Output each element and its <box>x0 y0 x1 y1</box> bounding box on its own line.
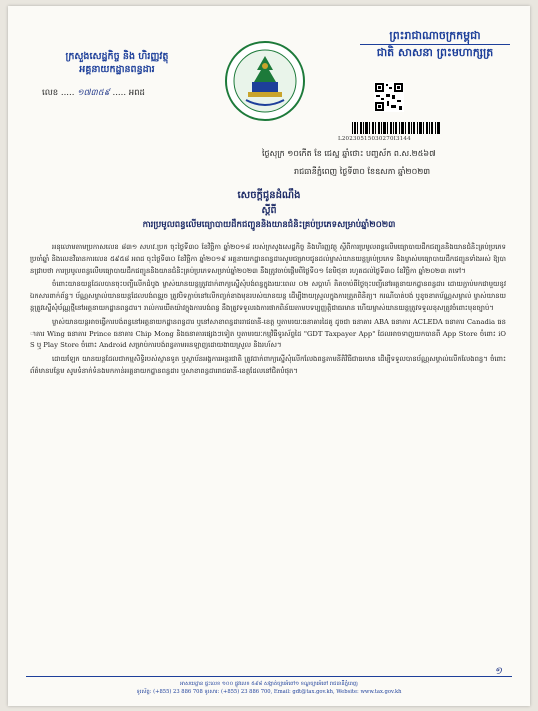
department-name: អគ្គនាយកដ្ឋានពន្ធដារ <box>79 64 155 75</box>
document-title: សេចក្តីជូនដំណឹង <box>237 190 301 201</box>
ministry-header <box>42 50 192 76</box>
reference-number: លេខ ..... ១៧៣៥៩ ..... អពដ <box>42 88 145 98</box>
qr-code-icon <box>374 82 404 112</box>
footer-contact: ទូរស័ព្ទ: (+855) 23 886 708 ទូរសារ: (+855) 23 886 700, Email: gdt@tax.gov.kh, Website: www.tax.gov.kh <box>136 689 402 695</box>
lunar-date: ថ្ងៃសុក្រ ១០កើត ខែ ជេស្ឋ ឆ្នាំថោះ បញ្ចស័ក ព.ស.២៥៦៧ <box>262 149 436 158</box>
barcode-number: L20230515030270I3144 <box>338 136 411 142</box>
document-subject: ការប្រមូលពន្ធលើមធ្យោបាយដឹកជញ្ជូននិងយានជំនិះគ្រប់ប្រភេទសម្រាប់ឆ្នាំ២០២៣ <box>142 220 396 230</box>
national-motto: ជាតិ សាសនា ព្រះមហាក្សត្រ <box>376 46 494 59</box>
footer-address: អាសយដ្ឋាន ផ្ទះលេខ ១០០ ផ្លូវលេខ ៥៩៨ សង្កាត់ច្បារអំពៅ១ ខណ្ឌច្បារអំពៅ រាជធានីភ្នំពេញ <box>180 681 358 687</box>
solar-date: រាជធានីភ្នំពេញ ថ្ងៃទី៣០ ខែឧសភា ឆ្នាំ២០២៣ <box>294 167 431 176</box>
document-body <box>30 242 506 380</box>
document-page <box>8 6 530 706</box>
paragraph: អនុលោមតាមប្រកាសលេខ ៨៣១ សហវ.ប្រក ចុះថ្ងៃទី៣០ ខែវិច្ឆិកា ឆ្នាំ២០១៨ របស់ក្រសួងសេដ្ឋកិច្ច និងហិរញ្ញវត្ថុ ស្តីពីការប្រមូលពន្ធលើមធ្យោបាយដឹកជញ្ជូននិងយានជំនិះគ្រប់ប្រភេទប្រចាំឆ្នាំ និងលេខវិធានការលេខ ៥៩៥៨ អពដ ចុះថ្ងៃទី៣០ ខែវិច្ឆិកា ឆ្នាំ២០១៩ អគ្គនាយកដ្ឋានពន្ធដារសូមជម្រាបជូនដល់ម្ចាស់យានយន្តគ្រប់ប្រភេទ និងម្ចាស់មធ្យោបាយដឹកជញ្ជូនទាំងអស់ ឱ្យបានជ្រាបថា ការប្រមូលពន្ធលើមធ្យោបាយដឹកជញ្ជូននិងយានជំនិះគ្រប់ប្រភេទសម្រាប់ឆ្នាំ២០២៣ នឹងត្រូវចាប់ផ្តើមពីថ្ងៃទី០១ ខែមិថុនា រហូតដល់ថ្ងៃទី៣០ ខែវិច្ឆិកា ឆ្នាំ២០២៣ តទៅ។ <box>30 243 506 275</box>
paragraph: ដោយឡែក យានយន្តដែលជាកម្មសិទ្ធិរបស់ស្ថានទូត ឬស្ថាប័នអង្គការអន្តរជាតិ ត្រូវដាក់ពាក្យស្នើសុំលើកលែងពន្ធតាមនីតិវិធីជាធរមាន ដើម្បីទទួលបានប័ណ្ណសម្គាល់លើកលែងពន្ធ។ ចំពោះព័ត៌មានបន្ថែម សូមទំនាក់ទំនងមកកាន់អគ្គនាយកដ្ឋានពន្ធដារ ឬសាខាពន្ធដាររាជធានី-ខេត្តដែលនៅជិតបំផុត។ <box>30 355 506 375</box>
gdt-seal-logo <box>224 40 306 122</box>
ref-value: ១៧៣៥៩ <box>77 88 110 98</box>
barcode-icon <box>352 122 440 134</box>
paragraph: ចំពោះយានយន្តដែលបានចុះបញ្ជីលើកដំបូង ម្ចាស់យានយន្តត្រូវដាក់ពាក្យស្នើសុំបង់ពន្ធក្នុងរយៈពេល ០២ សប្តាហ៍ គិតចាប់ពីថ្ងៃចុះបញ្ជីនៅអគ្គនាយកដ្ឋានពន្ធដារ ដោយភ្ជាប់មកជាមួយនូវឯកសារពាក់ព័ន្ធ។ ប័ណ្ណសម្គាល់យានយន្តដែលបង់ពន្ធរួច ត្រូវបិទភ្ជាប់នៅលើកញ្ចក់ខាងមុខរបស់យានយន្ត ដើម្បីងាយស្រួលក្នុងការត្រួតពិនិត្យ។ ករណីបាត់បង់ ឬខូចខាតប័ណ្ណសម្គាល់ ម្ចាស់យានយន្តត្រូវស្នើសុំប័ណ្ណថ្មីនៅអគ្គនាយកដ្ឋានពន្ធដារ។ រាល់ការយឺតយ៉ាវក្នុងការបង់ពន្ធ នឹងត្រូវទទួលរងការផាកពិន័យតាមបទប្បញ្ញត្តិជាធរមាន ហើយម្ចាស់យានយន្តត្រូវទទួលខុសត្រូវចំពោះមុខច្បាប់។ <box>30 280 506 312</box>
paragraph: ម្ចាស់យានយន្តអាចធ្វើការបង់ពន្ធនៅអគ្គនាយកដ្ឋានពន្ធដារ ឬនៅសាខាពន្ធដាររាជធានី-ខេត្ត ឬតាមរយៈធនាគារដៃគូ ដូចជា ធនាគារ ABA ធនាគារ ACLEDA ធនាគារ Canadia ធនាគារ Wing ធនាគារ Prince ធនាគារ Chip Mong និងធនាគារផ្សេងៗទៀត ឬតាមរយៈកម្មវិធីទូរស័ព្ទដៃ "GDT Taxpayer App" ដែលអាចទាញយកបានពី App Store ចំពោះ iOS ឬ Play Store ចំពោះ Android សម្រាប់ការបង់ពន្ធតាមអនឡាញដោយងាយស្រួល និងរហ័ស។ <box>30 317 506 350</box>
kingdom-header <box>360 28 510 61</box>
ref-label: លេខ <box>42 88 59 98</box>
document-footer <box>26 676 512 696</box>
ref-suffix: អពដ <box>128 88 145 98</box>
ministry-name: ក្រសួងសេដ្ឋកិច្ច និង ហិរញ្ញវត្ថុ <box>65 51 169 62</box>
document-subject-label: ស្តីពី <box>261 205 277 216</box>
kingdom-name: ព្រះរាជាណាចក្រកម្ពុជា <box>360 28 510 45</box>
page-number: ១ <box>494 666 502 677</box>
